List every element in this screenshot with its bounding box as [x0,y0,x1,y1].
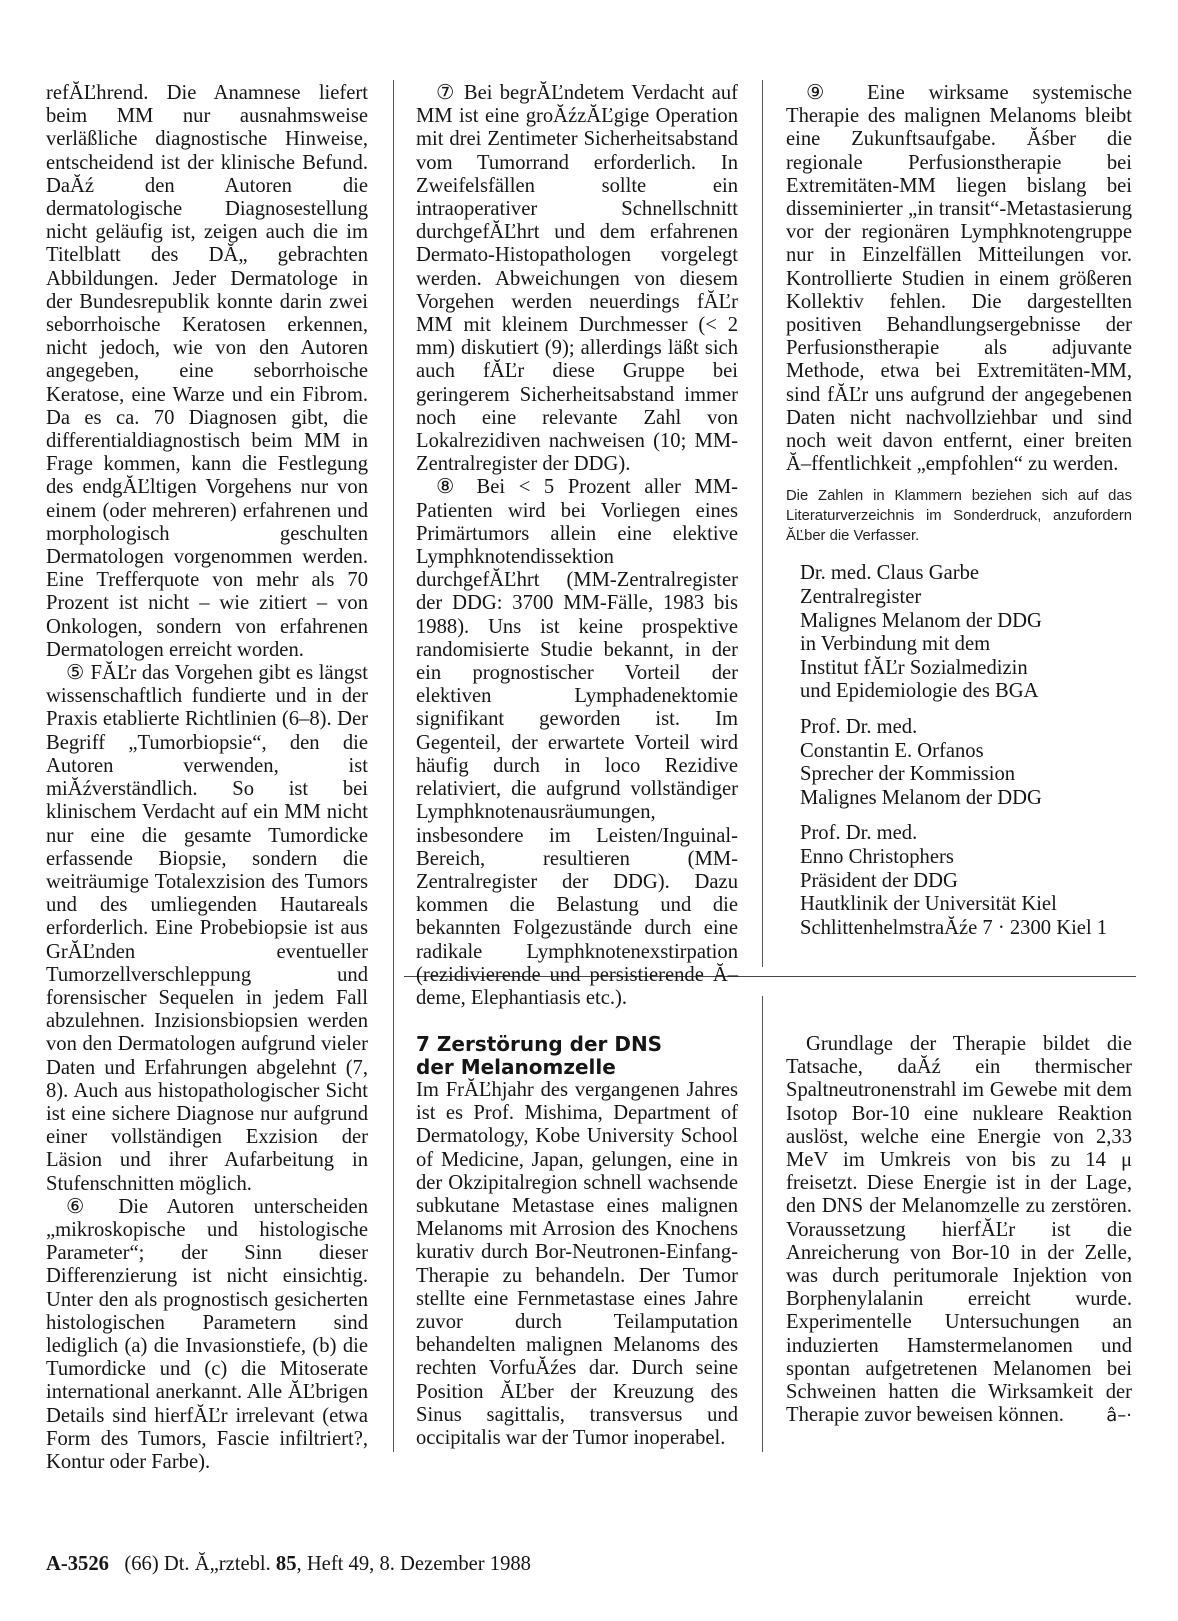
signature-line: Dr. med. Claus Garbe [800,562,980,585]
column-rule-1 [393,80,394,1452]
signature-line: in Verbindung mit dem [800,633,991,656]
author-signatures [786,562,1132,940]
column-1 [46,82,368,1474]
column-3 [786,82,1132,952]
section7-paragraph-2 [786,1033,1132,1427]
section7-paragraph-2-text: Grundlage der Therapie bildet die Tatsache, daĂź ein thermischer Spaltneutronenstrahl im Gewebe mit dem Isotop Bor-10 eine nukleare Reaktion auslöst, welche eine Energie von 2,33 MeV im Umkreis von bis zu 14 μ freisetzt. Diese Energie ist in der Lage, den DNS der Melanomzelle zu zerstören. Voraussetzung hierfĂĽr ist die Anreicherung von Bor-10 in der Zelle, was durch peritumorale Injektion von Borphenylalanin erreicht wurde. Experimentelle Untersuchungen an induzierten Hamstermelanomen und spontan aufgetretenen Melanomen bei Schweinen hatten die Wirksamkeit der Therapie zuvor beweisen können. [786,1033,1132,1427]
section-heading [416,1033,738,1079]
signature-line: Prof. Dr. med. [800,822,918,845]
section7-paragraph-1: Im FrĂĽhjahr des vergangenen Jahres ist es Prof. Mishima, Department of Dermatology, Kobe University School of Medicine, Japan, gelungen, eine in der Okzipitalregion schnell wachsende subkutane Metastase eines malignen Melanoms mit Arrosion des Knochens kurativ durch Bor-Neutronen-Einfang-Therapie zu behandeln. Der Tumor stellte eine Fernmetastase eines Jahre zuvor durch Teilamputation behandelten malignen Melanoms des rechten VorfuĂźes dar. Durch seine Position ĂĽber der Kreuzung des Sinus sagittalis, transversus und occipitalis war der Tumor inoperabel. [416,1079,738,1450]
section-7-column-b [786,1033,1132,1427]
signature-line: SchlittenhelmstraĂźe 7 · 2300 Kiel 1 [800,916,1108,939]
signature-line: und Epidemiologie des BGA [800,680,1039,703]
signature-orfanos [800,716,1132,810]
col2-paragraph-7: ⑦ Bei begrĂĽndetem Verdacht auf MM ist eine groĂźzĂĽgige Operation mit drei Zentimeter Sicherheitsabstand vom Tumorrand erforderlich. In Zweifelsfällen sollte ein intraoperativer Schnellschnitt durchgefĂĽhrt und dem erfahrenen Dermato-Histopathologen vorgelegt werden. Abweichungen von diesem Vorgehen werden neuerdings fĂĽr MM mit kleinem Durchmesser (< 2 mm) diskutiert (9); allerdings läßt sich auch fĂĽr diese Gruppe bei geringerem Sicherheitsabstand immer noch eine relevante Zahl von Lokalrezidiven nachweisen (10; MM-Zentralregister der DDG). [416,82,738,476]
signature-line: Prof. Dr. med. [800,716,918,739]
col1-paragraph-6: ⑥ Die Autoren unterscheiden „mikroskopische und histologische Parameter“; der Sinn dieser Differenzierung ist nicht einsichtig. Unter den als prognostisch gesicherten histologischen Parametern sind lediglich (a) die Invasionstiefe, (b) die Tumordicke und (c) die Mitoserate international anerkannt. Alle ĂĽbrigen Details sind hierfĂĽr irrelevant (etwa Form des Tumors, Fascie infiltriert?, Kontur oder Farbe). [46,1195,368,1473]
journal-reference: (66) Dt. Ă„rztebl. [124,1553,271,1575]
section-heading-line-1: 7 Zerstörung der DNS [416,1032,663,1056]
continue-arrow-icon: â–· [1106,1405,1132,1427]
signature-line: Malignes Melanom der DDG [800,609,1042,632]
column-2 [416,82,738,1010]
col1-paragraph-5: ⑤ FĂĽr das Vorgehen gibt es längst wissenschaftlich fundierte und in der Praxis etablierte Richtlinien (6–8). Der Begriff „Tumorbiopsie“, den die Autoren verwenden, ist miĂźverständlich. So ist bei klinischem Verdacht auf ein MM nicht nur eine die gesamte Tumordicke erfassende Biopsie, sondern die weiträumige Totalexzision des Tumors und des umliegenden Hautareals erforderlich. Eine Probebiopsie ist aus GrĂĽnden eventueller Tumorzellverschleppung und forensischer Sequelen in jedem Fall abzulehnen. Inzisionsbiopsien werden von den Dermatologen aufgrund vieler Daten und Erfahrungen abgelehnt (7, 8). Auch aus histopathologischer Sicht ist eine sichere Diagnose nur aufgrund einer vollständigen Exzision der Läsion und ihrer Aufarbeitung in Stufenschnitten möglich. [46,662,368,1195]
col1-paragraph-1: refĂĽhrend. Die Anamnese liefert beim MM nur ausnahmsweise verläßliche diagnostische Hinweise, entscheidend ist der klinische Befund. DaĂź den Autoren die dermatologische Diagnosestellung nicht geläufig ist, zeigen auch die im Titelblatt des DĂ„ gebrachten Abbildungen. Jeder Dermatologe in der Bundesrepublik konnte darin zwei seborrhoische Keratosen erkennen, nicht jedoch, wie von den Autoren angegeben, eine seborrhoische Keratose, eine Warze und ein Fibrom. Da es ca. 70 Diagnosen gibt, die differentialdiagnostisch beim MM in Frage kommen, kann die Festlegung des endgĂĽltigen Vorgehens nur von einem (oder mehreren) erfahrenen und morphologisch geschulten Dermatologen vorgenommen werden. Eine Trefferquote von mehr als 70 Prozent ist nicht – wie zitiert – von Onkologen, sondern von erfahrenen Dermatologen erreicht worden. [46,82,368,661]
column-rule-3 [762,996,763,1452]
signature-line: Hautklinik der Universität Kiel [800,893,1057,916]
signature-garbe [800,562,1132,704]
signature-line: Zentralregister [800,586,922,609]
page-number: A-3526 [46,1553,109,1575]
signature-line: Constantin E. Orfanos [800,739,984,762]
section-7-column-a [416,1033,738,1450]
signature-line: Sprecher der Kommission [800,763,1016,786]
col3-paragraph-9: ⑨ Eine wirksame systemische Therapie des malignen Melanoms bleibt eine Zukunftsaufgabe. Ăśber die regionale Perfusionstherapie bei Extremitäten-MM liegen bislang bei disseminierter „in transit“-Metastasierung vor der regionären Lymphknotengruppe nur in Einzelfällen Mitteilungen vor. Kontrollierte Studien in einem größeren Kollektiv fehlen. Die dargestellten positiven Behandlungsergebnisse der Perfusionstherapie als adjuvante Methode, etwa bei Extremitäten-MM, sind fĂĽr uns aufgrund der angegebenen Daten nicht nachvollziehbar und sind noch weit davon entfernt, einer breiten Ă–ffentlichkeit „empfohlen“ zu werden. [786,82,1132,476]
journal-volume: 85 [275,1553,297,1575]
page-footer [46,1553,531,1576]
signature-line: Institut fĂĽr Sozialmedizin [800,656,1028,679]
signature-line: Enno Christophers [800,845,954,868]
references-note: Die Zahlen in Klammern beziehen sich auf das Literaturverzeichnis im Sonderdruck, anzufordern ĂĽber die Verfasser. [786,488,1132,545]
col2-paragraph-8: ⑧ Bei < 5 Prozent aller MM-Patienten wird bei Vorliegen eines Primärtumors allein eine elektive Lymphknotendissektion durchgefĂĽhrt (MM-Zentralregister der DDG: 3700 MM-Fälle, 1983 bis 1988). Uns ist keine prospektive randomisierte Studie bekannt, in der ein prognostischer Vorteil der elektiven Lymphadenektomie signifikant geworden ist. Im Gegenteil, der erwartete Vorteil wird häufig durch in loco Rezidive relativiert, die aufgrund vollständiger Lymphknotenausräumungen, insbesondere im Leisten/Inguinal-Bereich, resultieren (MM-Zentralregister der DDG). Dazu kommen die Belastung und die bekannten Folgezustände durch eine radikale Lymphknotenexstirpation (rezidivierende und persistierende Ă–deme, Elephantiasis etc.). [416,476,738,1009]
signature-christophers [800,822,1132,940]
section-heading-line-2: der Melanomzelle [416,1055,616,1079]
column-rule-2 [762,80,763,967]
signature-line: Präsident der DDG [800,869,958,892]
signature-line: Malignes Melanom der DDG [800,786,1042,809]
journal-issue: , Heft 49, 8. Dezember 1988 [296,1553,531,1575]
